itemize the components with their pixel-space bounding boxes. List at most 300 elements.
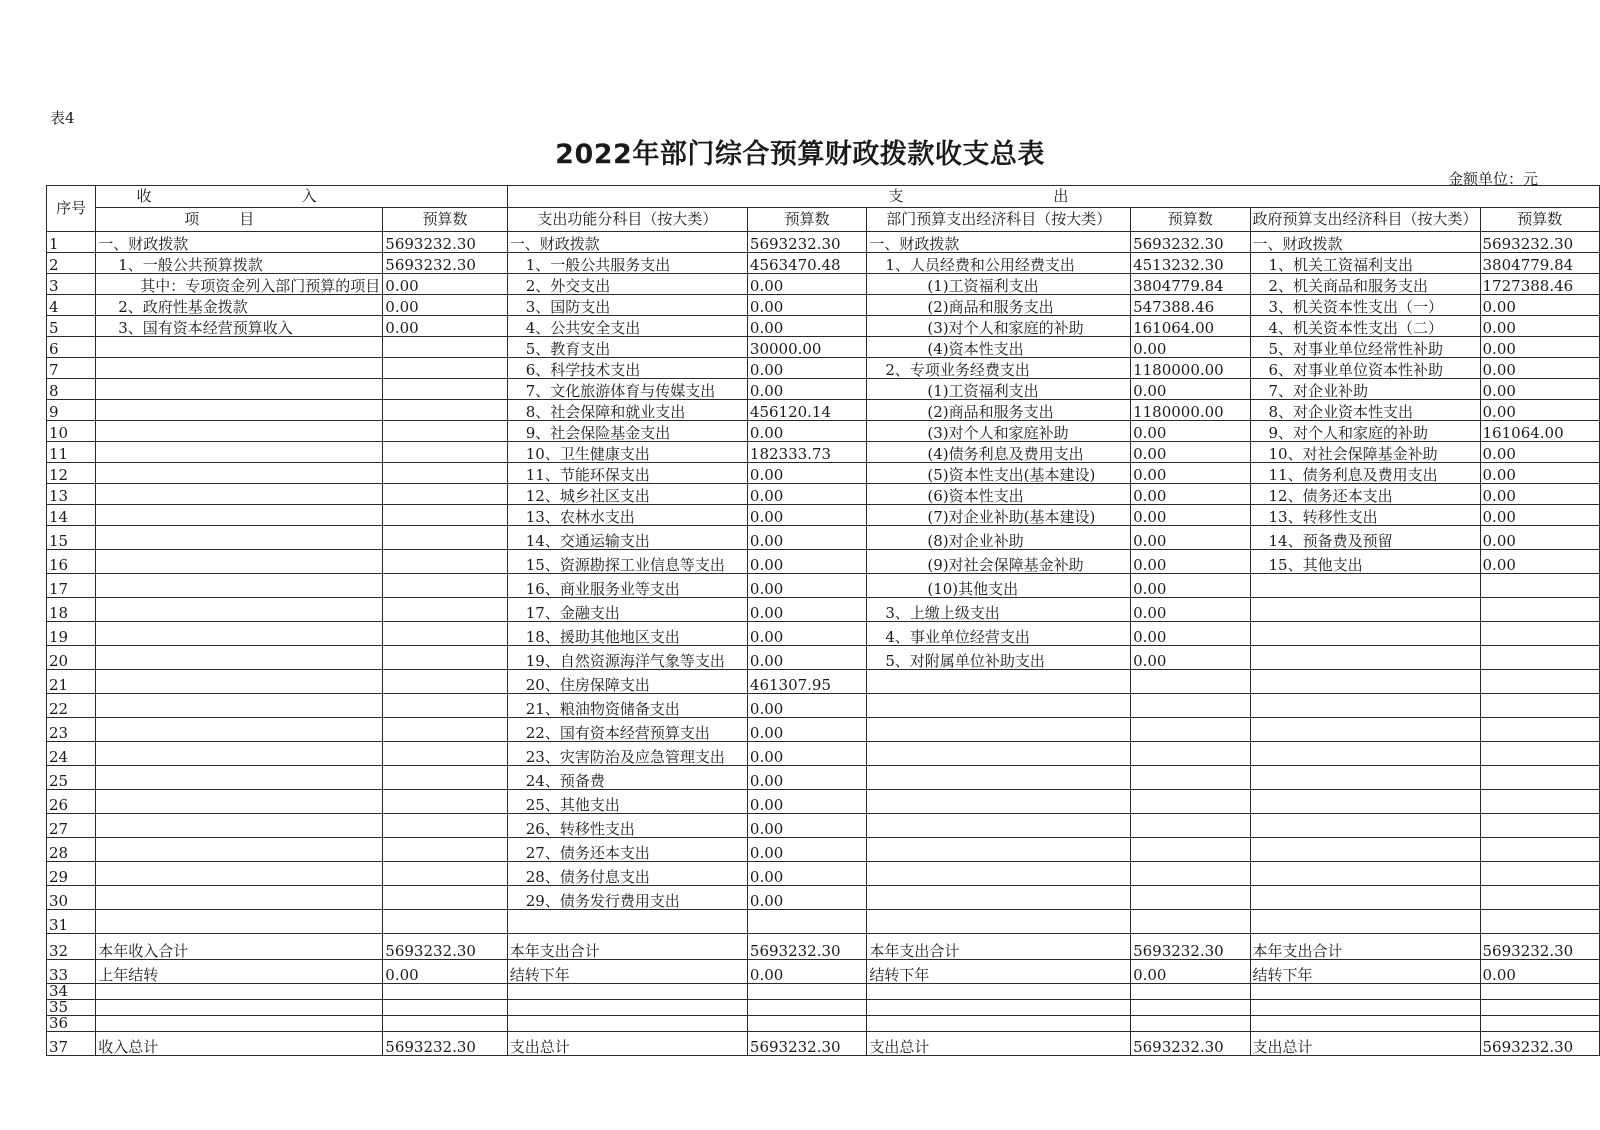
dept-amount: 1180000.00 bbox=[1131, 400, 1250, 421]
income-item bbox=[96, 670, 383, 694]
income-amount bbox=[383, 838, 507, 862]
table-row bbox=[47, 379, 1600, 400]
row-seq: 3 bbox=[47, 274, 96, 295]
dept-amount bbox=[1131, 742, 1250, 766]
gov-item: 3、机关资本性支出（一） bbox=[1250, 295, 1480, 316]
income-item bbox=[96, 379, 383, 400]
func-item: 13、农林水支出 bbox=[507, 505, 747, 526]
income-item bbox=[96, 814, 383, 838]
dept-amount: 0.00 bbox=[1131, 442, 1250, 463]
income-amount bbox=[383, 337, 507, 358]
row-seq: 8 bbox=[47, 379, 96, 400]
income-item bbox=[96, 886, 383, 910]
table-row bbox=[47, 1016, 1600, 1032]
gov-amount: 3804779.84 bbox=[1480, 253, 1599, 274]
row-seq: 28 bbox=[47, 838, 96, 862]
table-row bbox=[47, 838, 1600, 862]
table-row bbox=[47, 316, 1600, 337]
gov-amount: 5693232.30 bbox=[1480, 1032, 1599, 1056]
gov-item: 9、对个人和家庭的补助 bbox=[1250, 421, 1480, 442]
dept-amount: 0.00 bbox=[1131, 505, 1250, 526]
func-amount: 5693232.30 bbox=[747, 232, 866, 253]
func-amount: 0.00 bbox=[747, 421, 866, 442]
func-item: 5、教育支出 bbox=[507, 337, 747, 358]
row-seq: 13 bbox=[47, 484, 96, 505]
table-row bbox=[47, 400, 1600, 421]
row-seq: 6 bbox=[47, 337, 96, 358]
table-row bbox=[47, 910, 1600, 934]
func-amount: 0.00 bbox=[747, 646, 866, 670]
gov-amount: 0.00 bbox=[1480, 484, 1599, 505]
gov-amount bbox=[1480, 598, 1599, 622]
dept-item: 4、事业单位经营支出 bbox=[867, 622, 1131, 646]
func-amount: 0.00 bbox=[747, 526, 866, 550]
dept-amount: 5693232.30 bbox=[1131, 1032, 1250, 1056]
gov-item bbox=[1250, 622, 1480, 646]
gov-item: 15、其他支出 bbox=[1250, 550, 1480, 574]
income-item bbox=[96, 505, 383, 526]
income-item bbox=[96, 358, 383, 379]
income-amount bbox=[383, 886, 507, 910]
table-row bbox=[47, 484, 1600, 505]
header-income-group: 收入 bbox=[96, 186, 507, 208]
income-amount bbox=[383, 598, 507, 622]
income-item: 本年收入合计 bbox=[96, 934, 383, 960]
header-column-row bbox=[47, 208, 1600, 232]
income-amount bbox=[383, 574, 507, 598]
func-item: 15、资源勘探工业信息等支出 bbox=[507, 550, 747, 574]
income-item bbox=[96, 574, 383, 598]
dept-item: 5、对附属单位补助支出 bbox=[867, 646, 1131, 670]
func-amount: 0.00 bbox=[747, 505, 866, 526]
gov-amount bbox=[1480, 886, 1599, 910]
dept-amount bbox=[1131, 862, 1250, 886]
dept-item: 本年支出合计 bbox=[867, 934, 1131, 960]
func-amount: 4563470.48 bbox=[747, 253, 866, 274]
gov-amount bbox=[1480, 742, 1599, 766]
row-seq: 14 bbox=[47, 505, 96, 526]
dept-item bbox=[867, 910, 1131, 934]
gov-amount bbox=[1480, 766, 1599, 790]
dept-item: 2、专项业务经费支出 bbox=[867, 358, 1131, 379]
income-item: 3、国有资本经营预算收入 bbox=[96, 316, 383, 337]
func-amount: 0.00 bbox=[747, 274, 866, 295]
table-row bbox=[47, 694, 1600, 718]
row-seq: 22 bbox=[47, 694, 96, 718]
dept-amount bbox=[1131, 694, 1250, 718]
table-row bbox=[47, 766, 1600, 790]
gov-amount: 0.00 bbox=[1480, 295, 1599, 316]
func-item: 18、援助其他地区支出 bbox=[507, 622, 747, 646]
gov-item bbox=[1250, 814, 1480, 838]
row-seq: 9 bbox=[47, 400, 96, 421]
dept-item bbox=[867, 670, 1131, 694]
func-item: 结转下年 bbox=[507, 960, 747, 984]
header-dept-budget: 预算数 bbox=[1131, 208, 1250, 232]
gov-amount bbox=[1480, 574, 1599, 598]
gov-amount: 0.00 bbox=[1480, 550, 1599, 574]
func-item bbox=[507, 1016, 747, 1032]
dept-item: (4)资本性支出 bbox=[867, 337, 1131, 358]
dept-amount bbox=[1131, 766, 1250, 790]
row-seq: 5 bbox=[47, 316, 96, 337]
gov-amount: 0.00 bbox=[1480, 505, 1599, 526]
func-amount: 0.00 bbox=[747, 694, 866, 718]
row-seq: 16 bbox=[47, 550, 96, 574]
dept-item: (8)对企业补助 bbox=[867, 526, 1131, 550]
gov-amount bbox=[1480, 984, 1599, 1000]
row-seq: 17 bbox=[47, 574, 96, 598]
gov-item: 2、机关商品和服务支出 bbox=[1250, 274, 1480, 295]
gov-amount bbox=[1480, 862, 1599, 886]
dept-amount: 547388.46 bbox=[1131, 295, 1250, 316]
income-item bbox=[96, 790, 383, 814]
func-item: 27、债务还本支出 bbox=[507, 838, 747, 862]
gov-item bbox=[1250, 1016, 1480, 1032]
table-row bbox=[47, 814, 1600, 838]
income-item: 2、政府性基金拨款 bbox=[96, 295, 383, 316]
income-amount: 0.00 bbox=[383, 960, 507, 984]
income-amount bbox=[383, 910, 507, 934]
dept-item bbox=[867, 814, 1131, 838]
gov-item bbox=[1250, 766, 1480, 790]
gov-item: 本年支出合计 bbox=[1250, 934, 1480, 960]
dept-amount bbox=[1131, 1016, 1250, 1032]
amount-unit-label: 金额单位：元 bbox=[1447, 170, 1538, 188]
table-row bbox=[47, 337, 1600, 358]
row-seq: 1 bbox=[47, 232, 96, 253]
table-row bbox=[47, 463, 1600, 484]
gov-amount bbox=[1480, 646, 1599, 670]
page-title: 2022年部门综合预算财政拨款收支总表 bbox=[555, 139, 1045, 170]
dept-item: (7)对企业补助(基本建设) bbox=[867, 505, 1131, 526]
dept-item: (2)商品和服务支出 bbox=[867, 400, 1131, 421]
income-amount bbox=[383, 984, 507, 1000]
dept-amount: 0.00 bbox=[1131, 526, 1250, 550]
gov-amount: 0.00 bbox=[1480, 463, 1599, 484]
header-func-category: 支出功能分科目（按大类） bbox=[507, 208, 747, 232]
income-item bbox=[96, 910, 383, 934]
header-seq: 序号 bbox=[47, 186, 96, 232]
gov-item: 支出总计 bbox=[1250, 1032, 1480, 1056]
header-gov-budget: 预算数 bbox=[1480, 208, 1599, 232]
income-item bbox=[96, 838, 383, 862]
table-row bbox=[47, 598, 1600, 622]
row-seq: 12 bbox=[47, 463, 96, 484]
func-amount: 5693232.30 bbox=[747, 934, 866, 960]
row-seq: 10 bbox=[47, 421, 96, 442]
dept-amount: 161064.00 bbox=[1131, 316, 1250, 337]
header-group-row bbox=[47, 186, 1600, 208]
dept-item: 1、人员经费和公用经费支出 bbox=[867, 253, 1131, 274]
income-item bbox=[96, 694, 383, 718]
func-amount bbox=[747, 984, 866, 1000]
table-row bbox=[47, 886, 1600, 910]
func-amount: 0.00 bbox=[747, 766, 866, 790]
income-amount bbox=[383, 694, 507, 718]
table-row bbox=[47, 1000, 1600, 1016]
gov-item: 10、对社会保障基金补助 bbox=[1250, 442, 1480, 463]
gov-amount: 0.00 bbox=[1480, 400, 1599, 421]
table-row bbox=[47, 274, 1600, 295]
gov-item bbox=[1250, 646, 1480, 670]
dept-item: (2)商品和服务支出 bbox=[867, 295, 1131, 316]
func-amount bbox=[747, 1016, 866, 1032]
income-amount: 0.00 bbox=[383, 316, 507, 337]
dept-amount: 0.00 bbox=[1131, 550, 1250, 574]
row-seq: 33 bbox=[47, 960, 96, 984]
func-item: 25、其他支出 bbox=[507, 790, 747, 814]
func-item: 14、交通运输支出 bbox=[507, 526, 747, 550]
gov-amount: 0.00 bbox=[1480, 316, 1599, 337]
func-item: 16、商业服务业等支出 bbox=[507, 574, 747, 598]
row-seq: 36 bbox=[47, 1016, 96, 1032]
dept-item: (5)资本性支出(基本建设) bbox=[867, 463, 1131, 484]
func-amount: 0.00 bbox=[747, 790, 866, 814]
gov-amount: 0.00 bbox=[1480, 960, 1599, 984]
row-seq: 27 bbox=[47, 814, 96, 838]
header-gov-econ-category: 政府预算支出经济科目（按大类） bbox=[1250, 208, 1480, 232]
dept-item: (9)对社会保障基金补助 bbox=[867, 550, 1131, 574]
func-amount: 0.00 bbox=[747, 316, 866, 337]
dept-item bbox=[867, 862, 1131, 886]
func-item: 11、节能环保支出 bbox=[507, 463, 747, 484]
income-item bbox=[96, 646, 383, 670]
table-row bbox=[47, 574, 1600, 598]
func-amount: 456120.14 bbox=[747, 400, 866, 421]
row-seq: 15 bbox=[47, 526, 96, 550]
table-row bbox=[47, 442, 1600, 463]
gov-amount: 0.00 bbox=[1480, 379, 1599, 400]
func-amount: 0.00 bbox=[747, 550, 866, 574]
dept-amount: 0.00 bbox=[1131, 622, 1250, 646]
row-seq: 26 bbox=[47, 790, 96, 814]
func-item: 支出总计 bbox=[507, 1032, 747, 1056]
table-row bbox=[47, 934, 1600, 960]
gov-item: 4、机关资本性支出（二） bbox=[1250, 316, 1480, 337]
income-amount bbox=[383, 766, 507, 790]
dept-amount bbox=[1131, 814, 1250, 838]
row-seq: 34 bbox=[47, 984, 96, 1000]
gov-item: 14、预备费及预留 bbox=[1250, 526, 1480, 550]
func-item: 9、社会保险基金支出 bbox=[507, 421, 747, 442]
row-seq: 25 bbox=[47, 766, 96, 790]
func-item: 21、粮油物资储备支出 bbox=[507, 694, 747, 718]
table-body bbox=[47, 232, 1600, 1056]
income-item: 1、一般公共预算拨款 bbox=[96, 253, 383, 274]
gov-amount: 5693232.30 bbox=[1480, 934, 1599, 960]
income-amount bbox=[383, 814, 507, 838]
dept-item: (1)工资福利支出 bbox=[867, 274, 1131, 295]
income-item bbox=[96, 622, 383, 646]
gov-item bbox=[1250, 670, 1480, 694]
dept-amount: 0.00 bbox=[1131, 337, 1250, 358]
row-seq: 24 bbox=[47, 742, 96, 766]
income-item bbox=[96, 766, 383, 790]
func-item: 10、卫生健康支出 bbox=[507, 442, 747, 463]
dept-amount: 0.00 bbox=[1131, 598, 1250, 622]
dept-item bbox=[867, 718, 1131, 742]
income-item bbox=[96, 463, 383, 484]
func-amount bbox=[747, 1000, 866, 1016]
dept-amount: 1180000.00 bbox=[1131, 358, 1250, 379]
gov-amount: 5693232.30 bbox=[1480, 232, 1599, 253]
income-amount bbox=[383, 400, 507, 421]
income-item bbox=[96, 718, 383, 742]
gov-amount bbox=[1480, 790, 1599, 814]
income-amount bbox=[383, 742, 507, 766]
gov-amount: 0.00 bbox=[1480, 442, 1599, 463]
gov-item bbox=[1250, 598, 1480, 622]
gov-item: 13、转移性支出 bbox=[1250, 505, 1480, 526]
dept-amount: 0.00 bbox=[1131, 646, 1250, 670]
gov-amount bbox=[1480, 814, 1599, 838]
budget-summary-table bbox=[46, 185, 1600, 1056]
row-seq: 23 bbox=[47, 718, 96, 742]
income-amount bbox=[383, 379, 507, 400]
func-item: 24、预备费 bbox=[507, 766, 747, 790]
gov-item: 一、财政拨款 bbox=[1250, 232, 1480, 253]
dept-item: (4)债务利息及费用支出 bbox=[867, 442, 1131, 463]
func-item: 23、灾害防治及应急管理支出 bbox=[507, 742, 747, 766]
func-amount: 0.00 bbox=[747, 598, 866, 622]
row-seq: 11 bbox=[47, 442, 96, 463]
dept-amount: 0.00 bbox=[1131, 379, 1250, 400]
dept-item bbox=[867, 742, 1131, 766]
func-item: 26、转移性支出 bbox=[507, 814, 747, 838]
gov-item: 11、债务利息及费用支出 bbox=[1250, 463, 1480, 484]
income-amount bbox=[383, 505, 507, 526]
table-row bbox=[47, 790, 1600, 814]
income-amount bbox=[383, 484, 507, 505]
gov-amount bbox=[1480, 838, 1599, 862]
gov-item: 结转下年 bbox=[1250, 960, 1480, 984]
row-seq: 7 bbox=[47, 358, 96, 379]
dept-amount: 3804779.84 bbox=[1131, 274, 1250, 295]
gov-amount bbox=[1480, 718, 1599, 742]
func-amount: 182333.73 bbox=[747, 442, 866, 463]
dept-item bbox=[867, 1000, 1131, 1016]
gov-amount bbox=[1480, 670, 1599, 694]
gov-item bbox=[1250, 838, 1480, 862]
gov-item: 5、对事业单位经常性补助 bbox=[1250, 337, 1480, 358]
income-amount bbox=[383, 463, 507, 484]
income-item bbox=[96, 421, 383, 442]
income-amount: 0.00 bbox=[383, 295, 507, 316]
income-amount bbox=[383, 718, 507, 742]
income-amount: 5693232.30 bbox=[383, 1032, 507, 1056]
func-item: 2、外交支出 bbox=[507, 274, 747, 295]
income-item bbox=[96, 598, 383, 622]
income-item bbox=[96, 442, 383, 463]
gov-amount: 0.00 bbox=[1480, 526, 1599, 550]
dept-amount bbox=[1131, 1000, 1250, 1016]
row-seq: 21 bbox=[47, 670, 96, 694]
dept-amount bbox=[1131, 838, 1250, 862]
dept-amount: 5693232.30 bbox=[1131, 934, 1250, 960]
func-amount: 0.00 bbox=[747, 295, 866, 316]
func-amount: 30000.00 bbox=[747, 337, 866, 358]
table-row bbox=[47, 232, 1600, 253]
income-amount bbox=[383, 670, 507, 694]
func-item: 20、住房保障支出 bbox=[507, 670, 747, 694]
func-item: 29、债务发行费用支出 bbox=[507, 886, 747, 910]
gov-item bbox=[1250, 1000, 1480, 1016]
dept-amount bbox=[1131, 718, 1250, 742]
gov-item bbox=[1250, 790, 1480, 814]
gov-amount: 1727388.46 bbox=[1480, 274, 1599, 295]
row-seq: 18 bbox=[47, 598, 96, 622]
dept-item bbox=[867, 766, 1131, 790]
gov-amount bbox=[1480, 1000, 1599, 1016]
dept-item: 3、上缴上级支出 bbox=[867, 598, 1131, 622]
func-item bbox=[507, 910, 747, 934]
func-item: 4、公共安全支出 bbox=[507, 316, 747, 337]
row-seq: 37 bbox=[47, 1032, 96, 1056]
income-amount bbox=[383, 1000, 507, 1016]
func-item: 22、国有资本经营预算支出 bbox=[507, 718, 747, 742]
table-row bbox=[47, 862, 1600, 886]
row-seq: 30 bbox=[47, 886, 96, 910]
func-amount: 0.00 bbox=[747, 718, 866, 742]
gov-amount: 161064.00 bbox=[1480, 421, 1599, 442]
dept-amount: 4513232.30 bbox=[1131, 253, 1250, 274]
gov-amount bbox=[1480, 1016, 1599, 1032]
func-item: 6、科学技术支出 bbox=[507, 358, 747, 379]
gov-amount bbox=[1480, 910, 1599, 934]
dept-amount bbox=[1131, 984, 1250, 1000]
dept-item: 结转下年 bbox=[867, 960, 1131, 984]
income-amount: 5693232.30 bbox=[383, 253, 507, 274]
income-amount bbox=[383, 646, 507, 670]
gov-item bbox=[1250, 742, 1480, 766]
income-item bbox=[96, 1016, 383, 1032]
func-amount: 0.00 bbox=[747, 463, 866, 484]
func-amount: 0.00 bbox=[747, 960, 866, 984]
table-row bbox=[47, 358, 1600, 379]
income-item bbox=[96, 742, 383, 766]
func-amount: 0.00 bbox=[747, 814, 866, 838]
income-amount: 5693232.30 bbox=[383, 934, 507, 960]
func-amount: 0.00 bbox=[747, 379, 866, 400]
dept-item: (3)对个人和家庭补助 bbox=[867, 421, 1131, 442]
func-item: 8、社会保障和就业支出 bbox=[507, 400, 747, 421]
dept-amount: 0.00 bbox=[1131, 574, 1250, 598]
func-item: 1、一般公共服务支出 bbox=[507, 253, 747, 274]
gov-amount bbox=[1480, 694, 1599, 718]
row-seq: 4 bbox=[47, 295, 96, 316]
table-row bbox=[47, 550, 1600, 574]
dept-item bbox=[867, 694, 1131, 718]
table-row bbox=[47, 526, 1600, 550]
row-seq: 20 bbox=[47, 646, 96, 670]
income-item bbox=[96, 400, 383, 421]
func-amount: 0.00 bbox=[747, 886, 866, 910]
header-dept-econ-category: 部门预算支出经济科目（按大类） bbox=[867, 208, 1131, 232]
table-row bbox=[47, 1032, 1600, 1056]
gov-item bbox=[1250, 886, 1480, 910]
header-expense-group: 支出 bbox=[507, 186, 1599, 208]
income-item bbox=[96, 550, 383, 574]
dept-amount: 0.00 bbox=[1131, 421, 1250, 442]
income-item: 其中：专项资金列入部门预算的项目 bbox=[96, 274, 383, 295]
income-item: 收入总计 bbox=[96, 1032, 383, 1056]
income-item bbox=[96, 337, 383, 358]
dept-item: 支出总计 bbox=[867, 1032, 1131, 1056]
header-income-item: 项目 bbox=[96, 208, 383, 232]
table-row bbox=[47, 742, 1600, 766]
income-item bbox=[96, 862, 383, 886]
